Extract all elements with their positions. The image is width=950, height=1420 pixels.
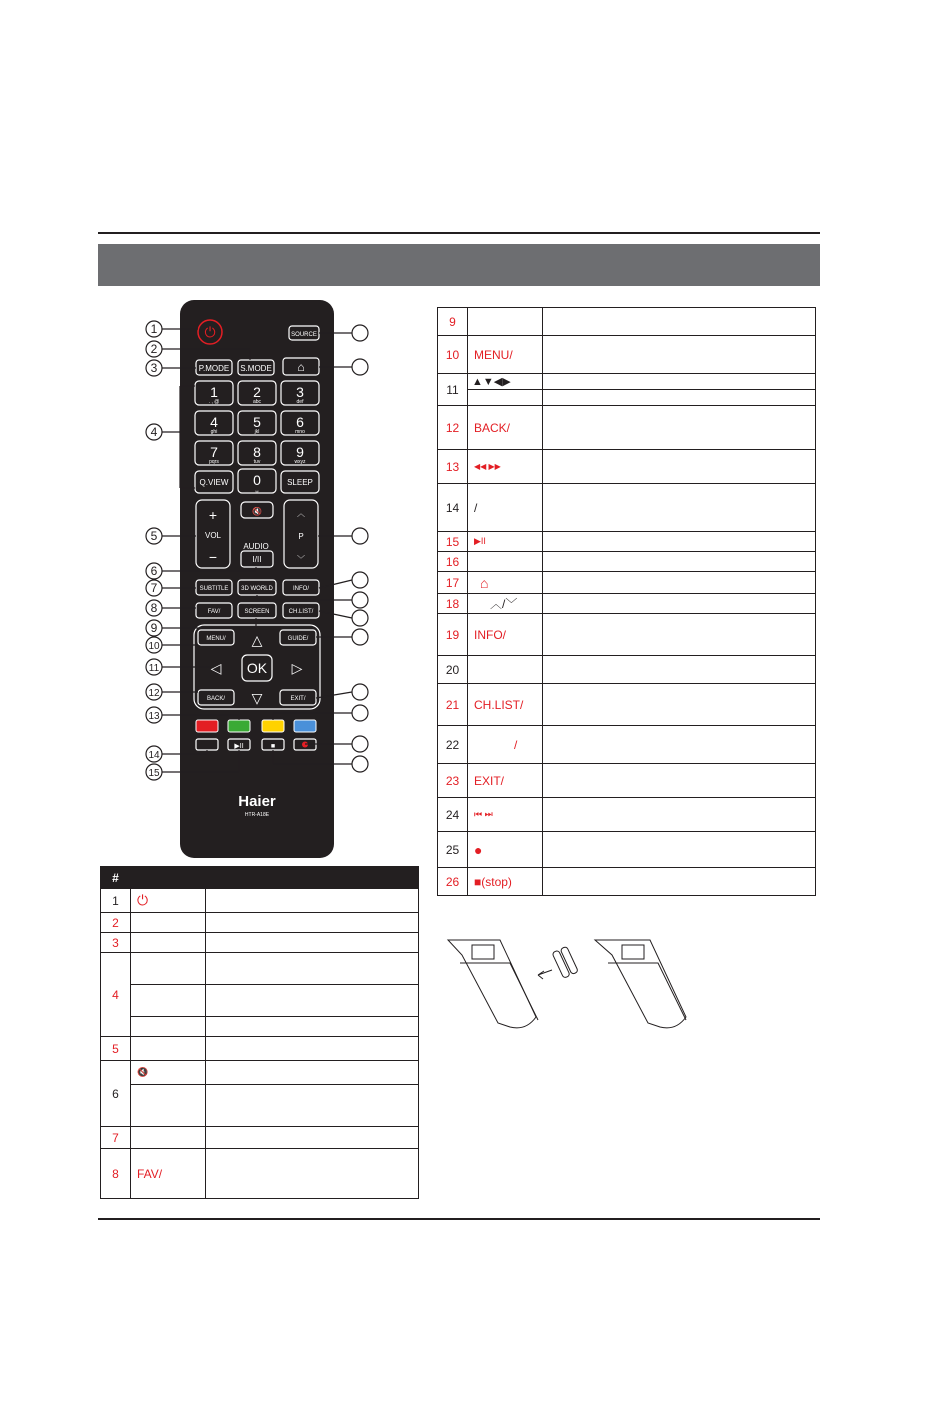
- brand-logo: Haier: [238, 793, 276, 810]
- source-label: SOURCE: [291, 332, 317, 338]
- table-row: [438, 484, 816, 532]
- digit-0-label: 0: [253, 472, 261, 488]
- digit-3-label: 3: [296, 384, 304, 400]
- table-row: [101, 889, 419, 913]
- digit-7-sub: pqrs: [209, 459, 219, 465]
- row-key: [131, 933, 206, 953]
- row-key: [131, 1127, 206, 1149]
- callout-15: 15: [148, 768, 160, 779]
- row-key: ︿/﹀: [468, 594, 543, 614]
- green-key: [228, 720, 250, 732]
- row-number: 19: [438, 614, 468, 656]
- p-up-icon: ︿: [297, 509, 305, 518]
- row-number: 24: [438, 798, 468, 832]
- row-key: /: [468, 726, 543, 764]
- table-row: [438, 684, 816, 726]
- stop-icon: ■: [270, 743, 276, 750]
- row-number: 18: [438, 594, 468, 614]
- vol-minus-icon: −: [208, 549, 218, 565]
- row-key: BACK/: [468, 406, 543, 450]
- digit-4-label: 4: [210, 414, 218, 430]
- digit-1-label: 1: [210, 384, 218, 400]
- row-key: /: [468, 484, 543, 532]
- row-key: [131, 913, 206, 933]
- table-row: [101, 1061, 419, 1085]
- qview-label: Q.VIEW: [199, 478, 229, 487]
- header-number: #: [101, 867, 131, 889]
- table-row: [438, 552, 816, 572]
- ok-label: OK: [246, 660, 268, 676]
- row-key: MENU/: [468, 336, 543, 374]
- digit-0-sub: ␣: [255, 487, 259, 493]
- row-key: ⏮ ⏭: [468, 798, 543, 832]
- row-key: [468, 656, 543, 684]
- row-key: [468, 552, 543, 572]
- table-row: [101, 913, 419, 933]
- row-key: EXIT/: [468, 764, 543, 798]
- row-key: FAV/: [131, 1149, 206, 1199]
- mute-icon: 🔇: [252, 507, 262, 516]
- battery-install-illustration: [440, 935, 700, 1035]
- row-number: 3: [101, 933, 131, 953]
- digit-5-label: 5: [253, 414, 261, 430]
- battery-compartment-left: [472, 945, 494, 959]
- callout-1: 1: [150, 322, 158, 336]
- exit-label: EXIT/: [290, 696, 306, 702]
- row-number: 10: [438, 336, 468, 374]
- smode-label: S.MODE: [240, 364, 272, 373]
- digit-8-sub: tuv: [253, 459, 261, 465]
- table-subrow: [101, 1085, 419, 1127]
- digit-9-label: 9: [296, 444, 304, 460]
- callout-2: 2: [150, 342, 158, 356]
- nav-right-icon: ▷: [291, 660, 303, 676]
- row-key: [131, 953, 206, 985]
- row-key: ⏻: [131, 889, 206, 913]
- callout-7: 7: [150, 581, 158, 595]
- row-number: 11: [438, 374, 468, 406]
- callout-3: 3: [150, 361, 158, 375]
- row-key: [131, 1037, 206, 1061]
- digit-8-label: 8: [253, 444, 261, 460]
- audio-label: AUDIO: [243, 542, 269, 551]
- callout-14: 14: [148, 750, 160, 761]
- left-key-table: [100, 866, 419, 1199]
- callout-10: 10: [148, 641, 160, 652]
- digit-4-sub: ghi: [210, 429, 218, 435]
- nav-up-icon: △: [251, 632, 263, 648]
- row-number: 20: [438, 656, 468, 684]
- row-key: ⌂: [468, 572, 543, 594]
- model-label: HTR-A18E: [244, 812, 270, 818]
- table-row: [438, 450, 816, 484]
- row-key: [468, 308, 543, 336]
- fav-label: FAV/: [207, 609, 221, 615]
- callout-4: 4: [150, 425, 158, 439]
- table-row: [438, 656, 816, 684]
- row-key: CH.LIST/: [468, 684, 543, 726]
- digit-3-sub: def: [296, 399, 304, 405]
- batteries: [552, 946, 578, 978]
- table-row: [101, 1127, 419, 1149]
- callout-13: 13: [148, 711, 160, 722]
- row-number: 15: [438, 532, 468, 552]
- blue-key: [294, 720, 316, 732]
- row-number: 25: [438, 832, 468, 868]
- right-callouts: [352, 325, 368, 772]
- table-row: [438, 798, 816, 832]
- digit-2-sub: abc: [252, 399, 262, 405]
- row-number: 2: [101, 913, 131, 933]
- remote-back-left: [448, 940, 536, 1028]
- table-row: [101, 1149, 419, 1199]
- table-row: [438, 868, 816, 896]
- digit-9-sub: wxyz: [294, 459, 306, 465]
- row-number: 7: [101, 1127, 131, 1149]
- table-row: [438, 726, 816, 764]
- row-number: 12: [438, 406, 468, 450]
- row-number: 26: [438, 868, 468, 896]
- p-down-icon: ﹀: [297, 555, 305, 564]
- arrow-icon: [538, 970, 552, 979]
- row-number: 13: [438, 450, 468, 484]
- row-key: ◀◀ ▶▶: [468, 450, 543, 484]
- row-number: 6: [101, 1061, 131, 1127]
- table-row: [438, 308, 816, 336]
- red-key: [196, 720, 218, 732]
- digit-5-sub: jkl: [254, 429, 260, 435]
- menu-label: MENU/: [206, 636, 226, 642]
- bottom-rule: [98, 1218, 820, 1220]
- callout-9: 9: [150, 621, 158, 635]
- digit-6-sub: mno: [295, 429, 305, 435]
- sleep-label: SLEEP: [287, 478, 313, 487]
- digit-1-sub: . , @: [208, 399, 220, 405]
- audio-sub-label: I/II: [252, 555, 262, 564]
- home-icon: ⌂: [297, 360, 305, 374]
- table-row: [438, 764, 816, 798]
- row-key: ▲▼◀▶: [468, 374, 543, 390]
- row-number: 23: [438, 764, 468, 798]
- left-callouts: [146, 321, 162, 780]
- yellow-key: [262, 720, 284, 732]
- row-number: 17: [438, 572, 468, 594]
- table-row: [438, 532, 816, 552]
- row-key: 🔇: [131, 1061, 206, 1085]
- pmode-label: P.MODE: [198, 364, 230, 373]
- vol-label: VOL: [204, 531, 222, 540]
- callout-8: 8: [150, 601, 158, 615]
- subtitle-label: SUBTITLE: [199, 586, 229, 592]
- row-number: 8: [101, 1149, 131, 1199]
- digit-2-label: 2: [253, 384, 261, 400]
- row-key: ●: [468, 832, 543, 868]
- table-row: [438, 406, 816, 450]
- table-subrow: [438, 390, 816, 406]
- battery-compartment-right: [622, 945, 644, 959]
- row-number: 4: [101, 953, 131, 1037]
- back-label: BACK/: [206, 696, 226, 702]
- vol-plus-icon: +: [208, 507, 218, 523]
- row-number: 16: [438, 552, 468, 572]
- table-row: [101, 1037, 419, 1061]
- row-key: ■(stop): [468, 868, 543, 896]
- table-row: [438, 572, 816, 594]
- 3dworld-label: 3D WORLD: [241, 586, 273, 592]
- play-pause-icon: ▶II: [234, 743, 244, 750]
- table-row: [438, 614, 816, 656]
- info-label: INFO/: [293, 586, 309, 592]
- table-row: [438, 832, 816, 868]
- table-row: [101, 933, 419, 953]
- row-number: 5: [101, 1037, 131, 1061]
- teletext-button: [196, 739, 218, 750]
- table-row: [438, 374, 816, 390]
- table-row: [438, 594, 816, 614]
- row-number: 22: [438, 726, 468, 764]
- nav-left-icon: ◁: [210, 660, 222, 676]
- screen-label: SCREEN: [244, 609, 270, 615]
- p-label: P: [298, 532, 304, 541]
- guide-label: GUIDE/: [287, 636, 309, 642]
- digit-6-label: 6: [296, 414, 304, 430]
- table-row: [101, 953, 419, 985]
- callout-12: 12: [148, 688, 160, 699]
- row-number: 14: [438, 484, 468, 532]
- battery-cover-left: [460, 963, 538, 1020]
- remote-back-right: [595, 940, 686, 1028]
- table-row: [438, 336, 816, 374]
- callout-6: 6: [150, 564, 158, 578]
- nav-down-icon: ▽: [251, 690, 263, 706]
- callout-5: 5: [150, 529, 158, 543]
- row-key: INFO/: [468, 614, 543, 656]
- row-key: ▶II: [468, 532, 543, 552]
- row-number: 9: [438, 308, 468, 336]
- power-icon: ⏻: [204, 324, 216, 340]
- row-number: 1: [101, 889, 131, 913]
- chlist-label: CH.LIST/: [288, 609, 314, 615]
- table-header-row: [101, 867, 419, 889]
- row-number: 21: [438, 684, 468, 726]
- callout-11: 11: [148, 663, 160, 674]
- table-subrow: [101, 1017, 419, 1037]
- table-subrow: [101, 985, 419, 1017]
- digit-7-label: 7: [210, 444, 218, 460]
- right-key-table: [437, 307, 816, 896]
